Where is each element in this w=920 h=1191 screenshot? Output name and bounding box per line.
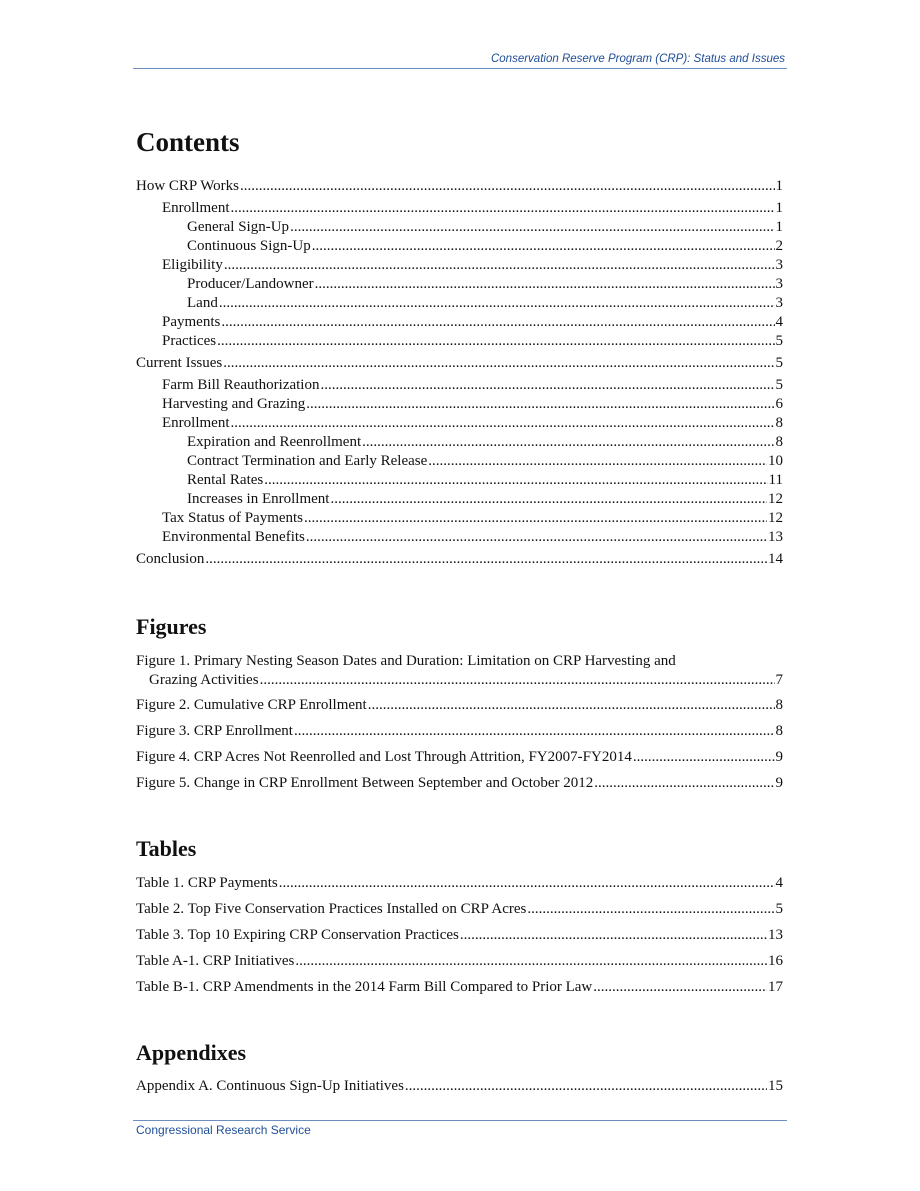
toc-entry[interactable]: Table 3. Top 10 Expiring CRP Conservation Practices ..... 13 <box>136 927 783 946</box>
contents-heading: Contents <box>136 127 240 157</box>
toc-entry[interactable]: Conclusion ..... 14 <box>136 551 783 570</box>
figures-heading: Figures <box>136 614 207 639</box>
toc-entry[interactable]: Continuous Sign-Up ..... 2 <box>187 238 783 257</box>
header-title: Conservation Reserve Program (CRP): Status and Issues <box>490 53 785 65</box>
toc-entry[interactable]: Table 2. Top Five Conservation Practices Installed on CRP Acres ..... 5 <box>136 901 783 920</box>
toc-entry[interactable]: Current Issues ..... 5 <box>136 355 783 374</box>
appendixes-heading: Appendixes <box>136 1040 247 1065</box>
toc-entry[interactable]: Figure 3. CRP Enrollment ..... 8 <box>136 723 783 742</box>
toc-entry[interactable]: Enrollment ..... 1 <box>162 200 783 219</box>
toc-entry[interactable]: Expiration and Reenrollment ..... 8 <box>187 434 783 453</box>
toc-entry[interactable]: Rental Rates ..... 11 <box>187 472 783 491</box>
toc-entry[interactable]: Enrollment ..... 8 <box>162 415 783 434</box>
footer-text: Congressional Research Service <box>136 1123 311 1137</box>
toc-entry[interactable]: Grazing Activities ..... 7 <box>149 672 783 691</box>
toc-entry[interactable]: Figure 5. Change in CRP Enrollment Between September and October 2012 ..... 9 <box>136 775 783 794</box>
toc-entry[interactable]: Practices ..... 5 <box>162 333 783 352</box>
toc-entry[interactable]: Table B-1. CRP Amendments in the 2014 Farm Bill Compared to Prior Law ..... 17 <box>136 979 783 998</box>
toc-entry[interactable]: How CRP Works ..... 1 <box>136 178 783 197</box>
toc-entry[interactable]: Eligibility ..... 3 <box>162 257 783 276</box>
toc-entry[interactable]: Figure 2. Cumulative CRP Enrollment ..... 8 <box>136 697 783 716</box>
tables-heading: Tables <box>136 836 197 861</box>
toc-entry[interactable]: Environmental Benefits ..... 13 <box>162 529 783 548</box>
toc-entry[interactable]: Appendix A. Continuous Sign-Up Initiatives ..... 15 <box>136 1078 783 1097</box>
footer-rule <box>133 1120 787 1121</box>
toc-entry[interactable]: Harvesting and Grazing ..... 6 <box>162 396 783 415</box>
toc-entry[interactable]: Payments ..... 4 <box>162 314 783 333</box>
toc-entry[interactable]: Contract Termination and Early Release ..... 10 <box>187 453 783 472</box>
toc-entry[interactable]: Table 1. CRP Payments ..... 4 <box>136 875 783 894</box>
toc-entry[interactable]: Tax Status of Payments ..... 12 <box>162 510 783 529</box>
toc-entry[interactable]: Table A-1. CRP Initiatives ..... 16 <box>136 953 783 972</box>
toc-entry[interactable]: Producer/Landowner ..... 3 <box>187 276 783 295</box>
toc-entry[interactable]: Farm Bill Reauthorization ..... 5 <box>162 377 783 396</box>
toc-entry[interactable]: Figure 4. CRP Acres Not Reenrolled and Lost Through Attrition, FY2007-FY2014 ..... 9 <box>136 749 783 768</box>
toc-entry[interactable]: Increases in Enrollment ..... 12 <box>187 491 783 510</box>
toc-entry[interactable]: Land ..... 3 <box>187 295 783 314</box>
toc-entry-line1[interactable]: Figure 1. Primary Nesting Season Dates and Duration: Limitation on CRP Harvesting and <box>136 653 676 669</box>
header-rule <box>133 68 787 69</box>
toc-entry[interactable]: General Sign-Up ..... 1 <box>187 219 783 238</box>
